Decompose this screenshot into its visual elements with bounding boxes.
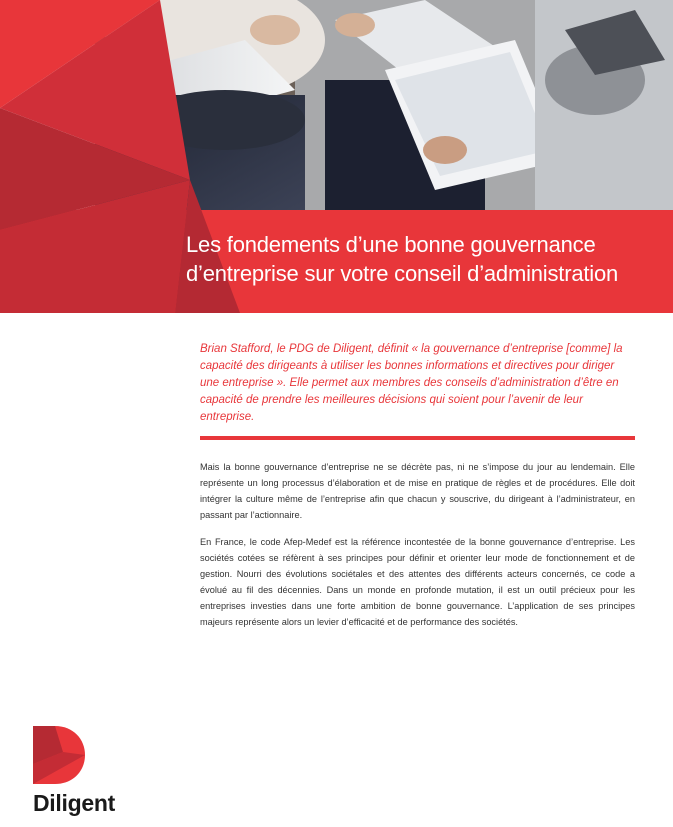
paragraph-2: En France, le code Afep-Medef est la référence incontestée de la bonne gouvernance d’entreprise. Les sociétés cotées se réfèrent à ses principes pour définir et orienter leur mode de fonctionnement et de gestion. Nourri des évolutions sociétales et des attentes des différents acteurs concernés, ce code a évolué au fil des décennies. Dans un monde en profonde mutation, il est un outil précieux pour les entreprises investies dans une forte ambition de bonne gouvernance. L’application de ses principes majeurs représente alors un levier d’efficacité et de performance des sociétés. [200, 537, 635, 627]
hero-section [0, 0, 673, 313]
paragraph-1: Mais la bonne gouvernance d’entreprise ne se décrète pas, ni ne s’impose du jour au lendemain. Elle représente un long processus d’élaboration et de mise en pratique de règles et de procédures. Elle doit intégrer la culture même de l’entreprise afin que chacun y souscrive, du dirigeant à l’administrateur, en passant par l’actionnaire. [200, 462, 635, 520]
page-title [186, 230, 666, 288]
diligent-d-logo-icon [33, 726, 85, 784]
section-divider [200, 436, 635, 440]
title-line-1: Les fondements d’une bonne gouvernance [186, 232, 596, 257]
title-line-2: d’entreprise sur votre conseil d’administration [186, 261, 619, 286]
body-text [200, 459, 635, 641]
intro-quote: Brian Stafford, le PDG de Diligent, définit « la gouvernance d’entreprise [comme] la capacité des dirigeants à utiliser les bonnes informations et directives pour diriger une entreprise ». Elle permet aux membres des conseils d’administration d’être en capacité de prendre les meilleures décisions qui soient pour l’avenir de leur entreprise. [200, 343, 623, 423]
brand-name: Diligent [33, 790, 115, 816]
